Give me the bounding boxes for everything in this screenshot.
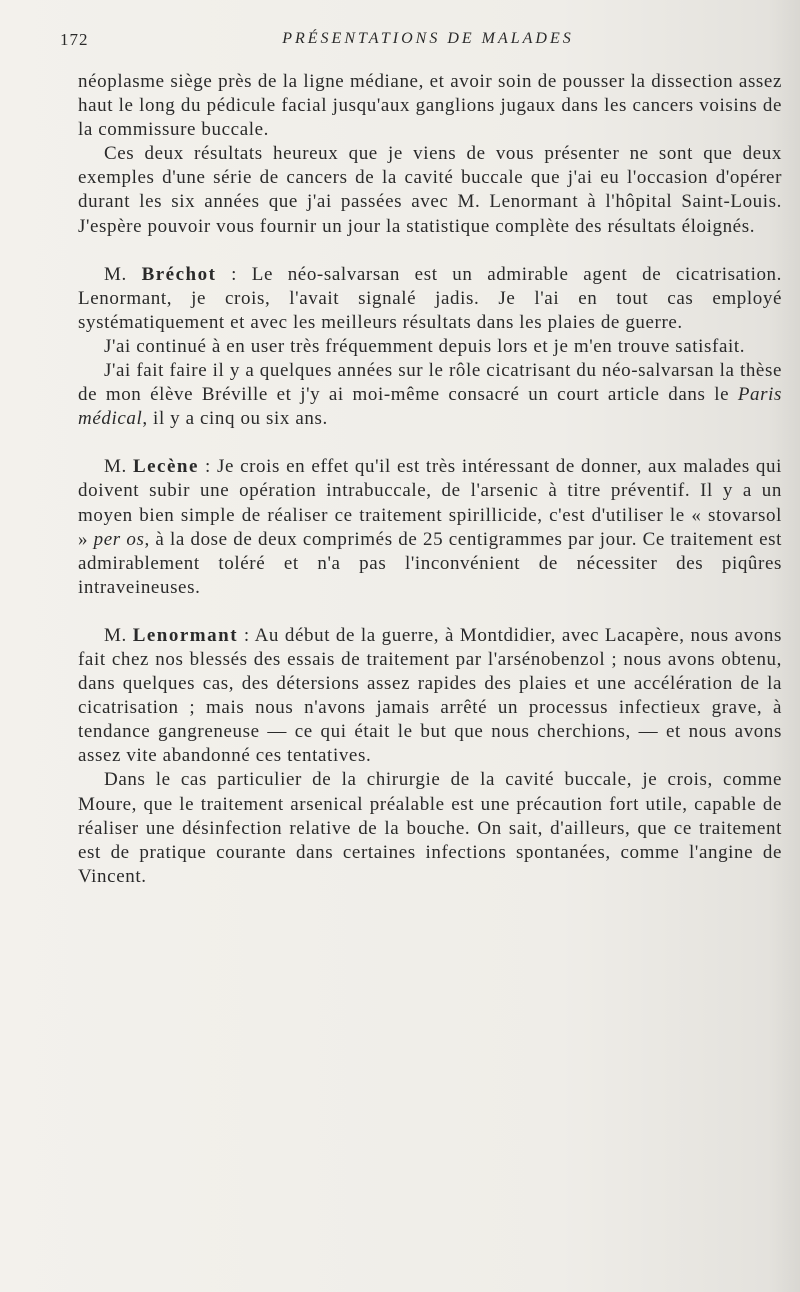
paragraph-text: : Je crois en effet qu'il est très intéressant de donner, aux malades qui doivent subir une opération intrabuccale, de l'arsenic à titre préventif. Il y a un moyen bien simple de réaliser ce traitement spirillicide, c'est d'utiliser le « stovarsol »	[78, 456, 782, 550]
paragraph-continuation: néoplasme siège près de la ligne médiane, et avoir soin de pousser la dissection assez haut le long du pédicule facial jusqu'aux ganglions jugaux dans les cancers voisins de la commissure buccale.	[78, 71, 782, 141]
paragraph-results: Ces deux résultats heureux que je viens de vous présenter ne sont que deux exemples d'une série de cancers de la cavité buccale que j'ai eu l'occasion d'opérer durant les six années que j'ai passées avec M. Lenormant à l'hôpital Saint-Louis. J'espère pouvoir vous fournir un jour la statistique complète des résultats éloignés.	[78, 143, 782, 237]
paragraph-text: , à la dose de deux comprimés de 25 centigrammes par jour. Ce traitement est admirablement toléré et n'a pas l'inconvénient de nécessiter des piqûres intraveineuses.	[78, 528, 782, 598]
page-header	[60, 30, 778, 54]
paragraph-text: J'ai fait faire il y a quelques années sur le rôle cicatrisant du néo-salvarsan la thèse de mon élève Bréville et j'y ai moi-même consacré un court article dans le	[78, 360, 782, 406]
latin-term: per os	[93, 528, 145, 550]
paragraph-brechot-remark	[78, 263, 782, 335]
journal-title: Paris médical	[78, 384, 782, 430]
speaker-prefix: M.	[104, 456, 133, 478]
running-title: PRÉSENTATIONS DE MALADES	[282, 30, 574, 47]
speaker-name-lenormant: Lenormant	[132, 624, 239, 646]
page-number: 172	[60, 30, 89, 49]
speaker-prefix: M.	[104, 263, 142, 285]
paragraph-brechot-continued: J'ai continué à en user très fréquemment depuis lors et je m'en trouve satisfait.	[104, 335, 746, 357]
speaker-prefix: M.	[104, 624, 133, 646]
paragraph-buccal-surgery: Dans le cas particulier de la chirurgie de la cavité buccale, je crois, comme Moure, que le traitement arsenical préalable est une précaution fort utile, capable de réaliser une désinfection relative de la bouche. On sait, d'ailleurs, que ce traitement est de pratique courante dans certaines infections spontanées, comme l'angine de Vincent.	[78, 769, 782, 887]
paragraph-text: : Le néo-salvarsan est un admirable agent de cicatrisation. Lenormant, je crois, l'avait signalé jadis. Je l'ai en tout cas employé systématiquement et avec les meilleurs résultats dans les plaies de guerre.	[78, 263, 782, 333]
speaker-name-brechot: Bréchot	[141, 263, 217, 285]
paragraph-lenormant-remark	[78, 624, 782, 769]
paragraph-text: : Au début de la guerre, à Montdidier, avec Lacapère, nous avons fait chez nos blessés des essais de traitement par l'arsénobenzol ; nous avons obtenu, dans quelques cas, des détersions assez rapides des plaies et une accélération de la cicatrisation ; mais nous n'avons jamais arrêté un processus infectieux grave, à tendance gangreneuse — ce qui était le but que nous cherchions, — et nous avons assez vite abandonné ces tentatives.	[78, 624, 782, 767]
paragraph-text: , il y a cinq ou six ans.	[142, 408, 328, 430]
paragraph-brechot-thesis	[78, 359, 782, 431]
speaker-name-lecene: Lecène	[132, 456, 199, 478]
paragraph-lecene-remark	[78, 455, 782, 600]
body-text	[78, 70, 782, 889]
